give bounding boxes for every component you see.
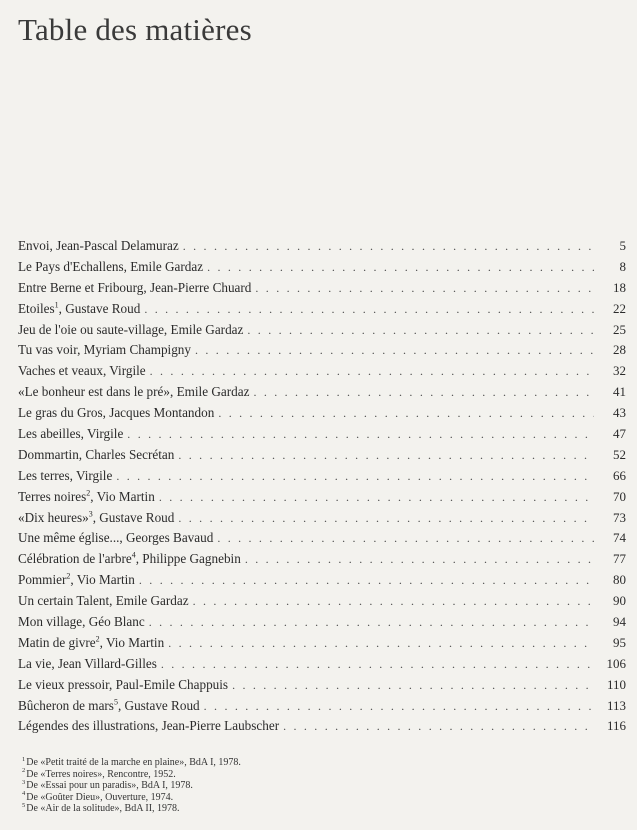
page-number: 5 — [619, 238, 626, 253]
toc-entry — [18, 487, 626, 508]
dot-leader — [255, 278, 594, 299]
toc-entry-title — [18, 675, 228, 696]
toc-entry — [18, 236, 626, 257]
dot-leader — [195, 340, 594, 361]
toc-entry-text: Matin de givre — [18, 634, 96, 650]
toc-entry-title — [18, 570, 135, 591]
toc-entry-text: Terres noires — [18, 488, 87, 504]
toc-entry-title — [18, 278, 251, 299]
dot-leader — [127, 424, 594, 445]
dot-leader — [149, 612, 594, 633]
toc-entry — [18, 612, 626, 633]
toc-entry-text: Le vieux pressoir, Paul-Emile Chappuis — [18, 676, 229, 692]
table-of-contents — [18, 236, 626, 737]
toc-entry — [18, 445, 626, 466]
page-number: 95 — [613, 634, 626, 650]
toc-entry-text: Mon village, Géo Blanc — [18, 614, 145, 630]
page-number: 43 — [613, 405, 626, 421]
toc-entry-text: Le gras du Gros, Jacques Montandon — [18, 405, 215, 421]
toc-entry-text: Les abeilles, Virgile — [18, 426, 124, 442]
dot-leader — [193, 591, 594, 612]
dot-leader — [204, 696, 594, 717]
footnote-text: De «Essai pour un paradis», BdA I, 1978. — [26, 780, 193, 792]
dot-leader — [218, 403, 594, 424]
toc-entry-text: Envoi, Jean-Pascal Delamuraz — [18, 238, 179, 253]
toc-entry — [18, 361, 626, 382]
toc-entry-text: Pommier — [18, 572, 67, 588]
page-number: 18 — [613, 279, 626, 295]
toc-entry — [18, 382, 626, 403]
toc-entry — [18, 403, 626, 424]
dot-leader — [161, 654, 594, 675]
page-number: 66 — [613, 467, 626, 483]
page-number: 73 — [613, 509, 626, 525]
toc-entry-text: Tu vas voir, Myriam Champigny — [18, 342, 191, 358]
page-number: 80 — [613, 572, 626, 588]
footnote — [22, 803, 422, 815]
toc-entry-text: Un certain Talent, Emile Gardaz — [18, 593, 189, 609]
footnote-text: De «Goûter Dieu», Ouverture, 1974. — [26, 791, 174, 803]
toc-entry-title — [18, 487, 155, 508]
page-number: 94 — [613, 614, 626, 630]
footnote-number: 2 — [22, 767, 26, 775]
toc-entry — [18, 320, 626, 341]
toc-entry-author: , Gustave Roud — [92, 509, 175, 525]
toc-entry-title — [18, 654, 157, 675]
page-number: 70 — [613, 488, 626, 504]
page-number: 106 — [606, 655, 626, 671]
dot-leader — [207, 257, 594, 278]
footnote — [22, 757, 422, 769]
dot-leader — [245, 549, 594, 570]
toc-entry-title — [18, 612, 145, 633]
toc-entry-title — [18, 424, 123, 445]
page-number: 32 — [613, 363, 626, 379]
toc-entry-text: «Dix heures» — [18, 509, 89, 525]
toc-entry — [18, 549, 626, 570]
toc-entry-text: Dommartin, Charles Secrétan — [18, 446, 175, 462]
toc-entry-text: Les terres, Virgile — [18, 467, 113, 483]
footnote-marker: 1 — [54, 300, 59, 310]
toc-entry-title — [18, 257, 203, 278]
toc-entry — [18, 278, 626, 299]
toc-entry — [18, 508, 626, 529]
toc-entry-title — [18, 716, 279, 737]
toc-entry-title — [18, 382, 249, 403]
toc-entry — [18, 340, 626, 361]
toc-entry-title — [18, 340, 191, 361]
toc-entry-title — [18, 528, 213, 549]
toc-entry — [18, 696, 626, 717]
toc-entry — [18, 633, 626, 654]
toc-entry-title — [18, 445, 174, 466]
toc-entry-title — [18, 320, 243, 341]
toc-entry-text: Légendes des illustrations, Jean-Pierre Laubscher — [18, 718, 280, 734]
page-number: 110 — [606, 676, 626, 692]
toc-entry-text: Célébration de l'arbre — [18, 551, 132, 567]
toc-entry-author: , Vio Martin — [90, 488, 155, 504]
footnote-number: 4 — [22, 790, 26, 798]
footnote-marker: 2 — [86, 488, 91, 498]
footnote — [22, 792, 422, 804]
footnote-text: De «Terres noires», Rencontre, 1952. — [26, 768, 176, 780]
footnote-number: 5 — [22, 802, 26, 810]
toc-entry — [18, 424, 626, 445]
toc-entry-text: Jeu de l'oie ou saute-village, Emile Gardaz — [18, 321, 244, 337]
page-number: 28 — [613, 342, 626, 358]
toc-entry — [18, 675, 626, 696]
toc-entry-title — [18, 299, 140, 320]
page-number: 22 — [613, 300, 626, 316]
dot-leader — [139, 570, 594, 591]
dot-leader — [183, 236, 594, 257]
toc-entry-title — [18, 361, 146, 382]
toc-entry-text: Le Pays d'Echallens, Emile Gardaz — [18, 258, 204, 274]
toc-entry — [18, 591, 626, 612]
dot-leader — [168, 633, 594, 654]
page-number: 47 — [613, 426, 626, 442]
toc-entry-title — [18, 466, 112, 487]
toc-entry-title — [18, 508, 174, 529]
page-number: 116 — [606, 718, 626, 734]
footnote-number: 3 — [22, 778, 26, 786]
toc-entry-text: Une même église..., Georges Bavaud — [18, 530, 214, 546]
dot-leader — [232, 675, 594, 696]
page-number: 74 — [613, 530, 626, 546]
toc-entry — [18, 716, 626, 737]
toc-entry — [18, 299, 626, 320]
toc-entry-text: Bûcheron de mars — [18, 697, 114, 713]
page-title: Table des matières — [18, 12, 252, 47]
dot-leader — [144, 299, 594, 320]
toc-entry-author: , Philippe Gagnebin — [135, 551, 241, 567]
toc-entry-title — [18, 236, 179, 257]
page-number: 52 — [613, 446, 626, 462]
dot-leader — [247, 320, 594, 341]
page-number: 90 — [613, 593, 626, 609]
footnotes — [22, 757, 422, 815]
toc-entry-text: Etoiles — [18, 300, 55, 316]
toc-entry — [18, 654, 626, 675]
dot-leader — [217, 528, 594, 549]
footnote-text: De «Petit traité de la marche en plaine», BdA I, 1978. — [26, 757, 241, 768]
page-number: 8 — [619, 258, 626, 274]
dot-leader — [283, 716, 594, 737]
toc-entry-author: , Gustave Roud — [58, 300, 141, 316]
footnote-marker: 2 — [95, 634, 100, 644]
toc-entry — [18, 466, 626, 487]
toc-entry-text: Entre Berne et Fribourg, Jean-Pierre Chuard — [18, 279, 252, 295]
dot-leader — [116, 466, 594, 487]
toc-entry-title — [18, 633, 164, 654]
toc-entry — [18, 570, 626, 591]
footnote — [22, 769, 422, 781]
toc-entry-title — [18, 696, 200, 717]
toc-entry — [18, 528, 626, 549]
page-number: 113 — [606, 697, 626, 713]
dot-leader — [178, 508, 594, 529]
toc-entry-author: , Vio Martin — [99, 634, 165, 650]
footnote-number: 1 — [22, 755, 26, 763]
toc-entry-title — [18, 549, 241, 570]
footnote — [22, 780, 422, 792]
page-number: 25 — [613, 321, 626, 337]
dot-leader — [178, 445, 594, 466]
dot-leader — [150, 361, 594, 382]
dot-leader — [159, 487, 594, 508]
toc-entry-text: Vaches et veaux, Virgile — [18, 363, 146, 379]
footnote-marker: 5 — [113, 697, 118, 707]
footnote-marker: 3 — [88, 509, 93, 519]
dot-leader — [253, 382, 594, 403]
toc-entry-title — [18, 403, 214, 424]
toc-entry-author: , Gustave Roud — [117, 697, 200, 713]
footnote-text: De «Air de la solitude», BdA II, 1978. — [26, 803, 180, 815]
page-number: 77 — [613, 551, 626, 567]
toc-entry-title — [18, 591, 189, 612]
toc-entry-text: «Le bonheur est dans le pré», Emile Gardaz — [18, 384, 250, 400]
footnote-marker: 4 — [131, 550, 136, 560]
toc-entry-author: , Vio Martin — [70, 572, 135, 588]
toc-entry — [18, 257, 626, 278]
footnote-marker: 2 — [66, 571, 71, 581]
toc-entry-text: La vie, Jean Villard-Gilles — [18, 655, 157, 671]
page-number: 41 — [613, 384, 626, 400]
